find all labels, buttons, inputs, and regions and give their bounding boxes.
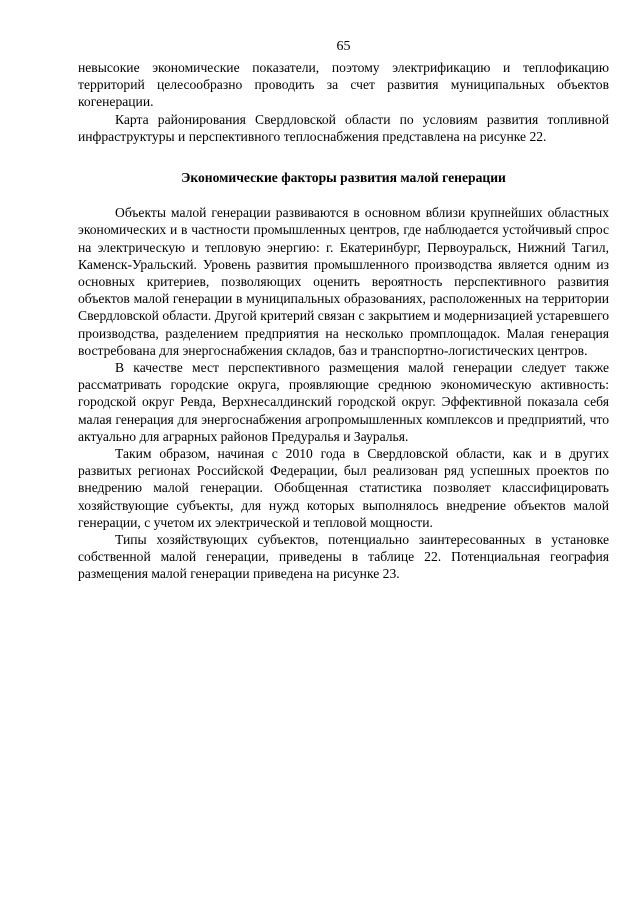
paragraph-small-generation-objects: Объекты малой генерации развиваются в основном вблизи крупнейших областных экономических и в частности промышленных центров, где наблюдается устойчивый спрос на электрическую и тепловую энергию: г. Екатеринбург, Первоуральск, Нижний Тагил, Каменск-Уральский. Уровень развития промышленного производства является одним из основных критериев, позволяющих оценить вероятность перспективного развития объектов малой генерации в муниципальных образованиях, расположенных на территории Свердловской области. Другой критерий связан с закрытием и модернизацией устаревшего производства, разделением предприятия на несколько промплощадок. Малая генерация востребована для энергоснабжения складов, баз и транспортно-логистических центров. xyxy=(78,205,609,358)
section-heading: Экономические факторы развития малой генерации xyxy=(181,170,506,186)
paragraph-continuation: невысокие экономические показатели, поэтому электрификацию и теплофикацию территорий целесообразно проводить за счет развития муниципальных объектов когенерации. xyxy=(78,60,609,110)
paragraph-subject-types: Типы хозяйствующих субъектов, потенциально заинтересованных в установке собственной малой генерации, приведены в таблице 22. Потенциальная география размещения малой генерации приведена на рисунке 23. xyxy=(78,532,609,582)
paragraph-since-2010: Таким образом, начиная с 2010 года в Свердловской области, как и в других развитых регионах Российской Федерации, был реализован ряд успешных проектов по внедрению малой генерации. Обобщенная статистика позволяет классифицировать хозяйствующие субъекты, для нужд которых выполнялось внедрение объектов малой генерации, с учетом их электрической и тепловой мощности. xyxy=(78,446,609,530)
paragraph-perspective-locations: В качестве мест перспективного размещения малой генерации следует также рассматривать городские округа, проявляющие среднюю экономическую активность: городской округ Ревда, Верхнесалдинский городской округ. Эффективной показала себя малая генерация для энергоснабжения агропромышленных комплексов и предприятий, что актуально для аграрных районов Предуралья и Зауралья. xyxy=(78,360,609,444)
paragraph-map-reference: Карта районирования Свердловской области по условиям развития топливной инфраструктуры и перспективного теплоснабжения представлена на рисунке 22. xyxy=(78,111,609,144)
page-number: 65 xyxy=(336,39,351,54)
document-page xyxy=(78,38,609,583)
